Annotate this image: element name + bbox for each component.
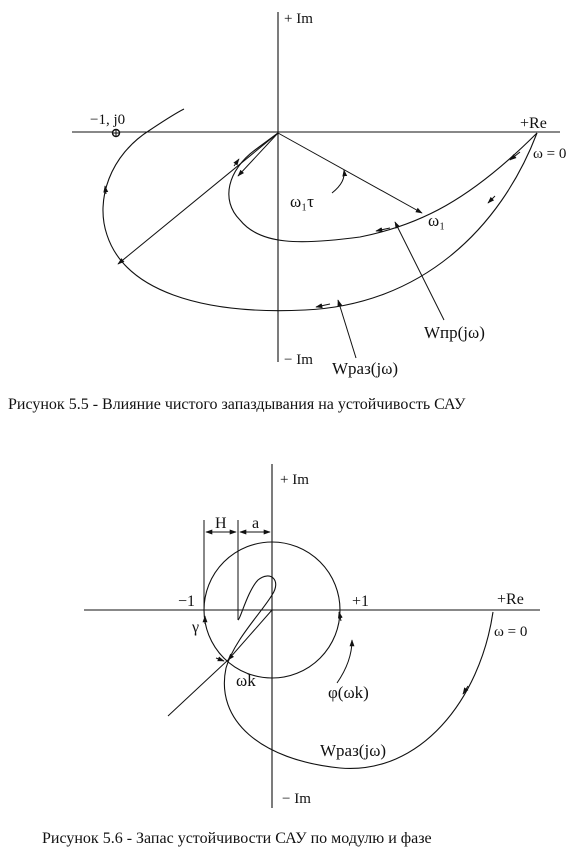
figure-5-6-caption: Рисунок 5.6 - Запас устойчивости САУ по модулю и фазе <box>42 830 432 847</box>
critical-point-label: −1, j0 <box>90 112 126 128</box>
omega1tau-label: ω₁τ <box>290 192 314 211</box>
wraz-label-2: Wраз(jω) <box>320 741 387 760</box>
omega-zero-label-2: ω = 0 <box>494 624 528 640</box>
figure-5-5-caption: Рисунок 5.5 - Влияние чистого запаздывания на устойчивость САУ <box>8 396 466 413</box>
wpr-leader <box>395 222 444 320</box>
omega1-label: ω₁ <box>428 211 446 230</box>
minus-one-label: −1 <box>178 593 196 610</box>
figure-5-6 <box>42 464 540 847</box>
im-axis-top-label-2: + Im <box>280 472 309 488</box>
wraz-curve <box>103 109 537 311</box>
vector-wraz <box>118 133 278 264</box>
plus-one-label: +1 <box>352 593 370 610</box>
unit-circle-arrow-bottom <box>216 658 224 661</box>
re-axis-label: +Re <box>520 115 547 132</box>
wraz-direction-arrow-1 <box>488 196 495 203</box>
h-label: H <box>215 515 227 532</box>
omegak-label: ωk <box>236 671 256 690</box>
wraz-leader <box>338 300 356 358</box>
figure-5-5 <box>8 11 566 413</box>
wpr-direction-arrow-1 <box>510 152 520 160</box>
im-axis-top-label: + Im <box>284 11 313 27</box>
wraz-direction-arrow-2 <box>316 304 330 307</box>
gamma-label: γ <box>192 619 200 636</box>
phi-label: φ(ωk) <box>328 683 369 702</box>
vector-omegak <box>228 610 272 660</box>
im-axis-bottom-label-2: − Im <box>282 791 311 807</box>
vector-wpr-point <box>238 133 278 176</box>
vector-omegak-extension <box>168 660 228 716</box>
omega1tau-pointer <box>332 170 344 193</box>
wraz-label: Wраз(jω) <box>332 359 399 378</box>
wpr-curve <box>229 133 537 242</box>
a-label: a <box>252 515 260 532</box>
phi-leader <box>337 640 352 683</box>
wpr-label: Wпр(jω) <box>424 323 485 342</box>
omega-zero-label: ω = 0 <box>533 146 567 162</box>
re-axis-label-2: +Re <box>497 591 524 608</box>
im-axis-bottom-label: − Im <box>284 352 313 368</box>
